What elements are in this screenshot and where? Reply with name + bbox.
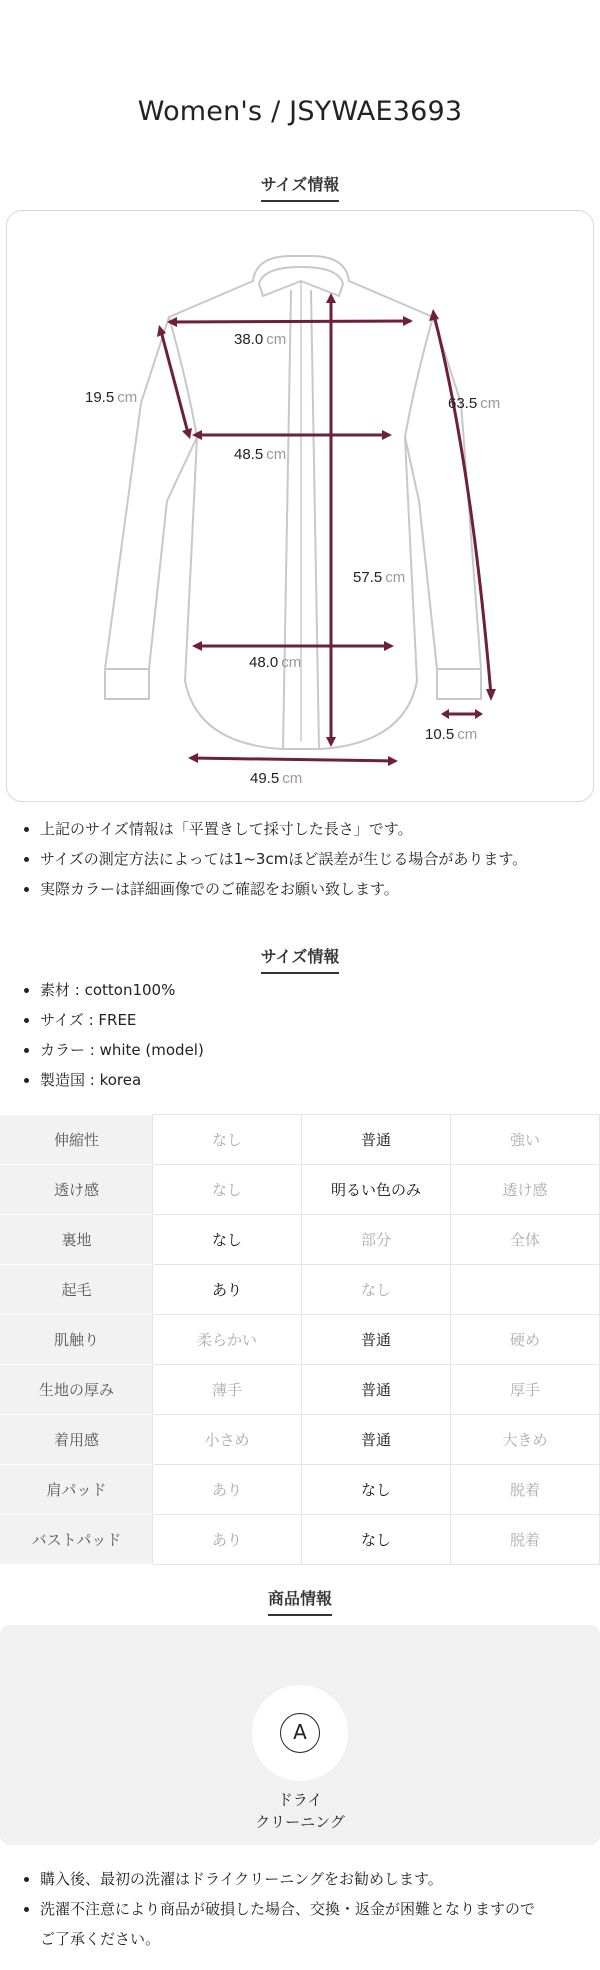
length-unit: cm	[385, 569, 406, 586]
attribute-option: 普通	[302, 1115, 451, 1165]
sleeve-unit: cm	[480, 395, 501, 412]
spec-info-heading: サイズ情報	[0, 944, 600, 974]
attribute-label: 起毛	[1, 1265, 153, 1315]
attribute-option: なし	[302, 1265, 451, 1315]
svg-text:57.5cm	[353, 569, 405, 586]
sleeve-value: 63.5	[448, 395, 478, 412]
shoulder-unit: cm	[266, 331, 287, 348]
list-item: 上記のサイズ情報は「平置きして採寸した長さ」です。	[22, 814, 582, 844]
armhole-value: 19.5	[85, 389, 115, 406]
table-row	[1, 1315, 600, 1365]
measure-lines	[157, 293, 496, 766]
attribute-option: 小さめ	[153, 1415, 302, 1465]
attribute-option: 部分	[302, 1215, 451, 1265]
table-row	[1, 1415, 600, 1465]
svg-text:48.0cm	[249, 654, 301, 671]
attribute-option: 薄手	[153, 1365, 302, 1415]
table-row	[1, 1365, 600, 1415]
attribute-option: あり	[153, 1265, 302, 1315]
table-row	[1, 1115, 600, 1165]
list-item: サイズ : FREE	[22, 1005, 582, 1035]
armhole-unit: cm	[117, 389, 138, 406]
care-label-line: ドライ	[277, 1791, 323, 1809]
hem-value: 49.5	[250, 770, 280, 787]
size-notes-list	[22, 814, 582, 904]
table-row	[1, 1465, 600, 1515]
attribute-option: なし	[153, 1215, 302, 1265]
attribute-option: 普通	[302, 1365, 451, 1415]
attribute-option: 大きめ	[451, 1415, 600, 1465]
list-item: サイズの測定方法によっては1~3cmほど誤差が生じる場合があります。	[22, 844, 582, 874]
attribute-option: 普通	[302, 1415, 451, 1465]
attribute-option: あり	[153, 1515, 302, 1565]
spec-list	[22, 975, 582, 1095]
attribute-option: 脱着	[451, 1515, 600, 1565]
care-label-line: クリーニング	[255, 1813, 345, 1831]
attribute-label: 伸縮性	[1, 1115, 153, 1165]
cuff-unit: cm	[457, 726, 478, 743]
svg-text:38.0cm	[234, 331, 286, 348]
attribute-option: 透け感	[451, 1165, 600, 1215]
table-row	[1, 1515, 600, 1565]
svg-text:19.5cm	[85, 389, 137, 406]
attribute-option: あり	[153, 1465, 302, 1515]
product-notes-list	[22, 1864, 582, 1954]
shirt-measurement-svg	[7, 211, 595, 803]
care-label	[0, 1789, 600, 1833]
size-info-heading: サイズ情報	[0, 172, 600, 202]
attribute-option	[451, 1265, 600, 1315]
svg-text:63.5cm	[448, 395, 500, 412]
attribute-option: 強い	[451, 1115, 600, 1165]
attribute-label: 透け感	[1, 1165, 153, 1215]
attribute-option: なし	[153, 1115, 302, 1165]
svg-text:10.5cm	[425, 726, 477, 743]
size-diagram	[6, 210, 594, 802]
list-item: 実際カラーは詳細画像でのご確認をお願い致します。	[22, 874, 582, 904]
table-row	[1, 1265, 600, 1315]
page-title: Women's / JSYWAE3693	[137, 96, 463, 127]
attribute-option: 脱着	[451, 1465, 600, 1515]
attribute-label: バストパッド	[1, 1515, 153, 1565]
attribute-table	[0, 1114, 600, 1565]
list-item: 素材 : cotton100%	[22, 975, 582, 1005]
attribute-option: 全体	[451, 1215, 600, 1265]
attribute-option: 厚手	[451, 1365, 600, 1415]
attribute-option: なし	[302, 1465, 451, 1515]
waist-value: 48.0	[249, 654, 279, 671]
product-info-heading: 商品情報	[0, 1586, 600, 1616]
care-icon-circle	[252, 1685, 348, 1781]
table-row	[1, 1215, 600, 1265]
chest-unit: cm	[266, 446, 287, 463]
attribute-option: なし	[302, 1515, 451, 1565]
attribute-option: なし	[153, 1165, 302, 1215]
attribute-option: 明るい色のみ	[302, 1165, 451, 1215]
length-value: 57.5	[353, 569, 383, 586]
care-box	[0, 1625, 600, 1845]
hem-unit: cm	[282, 770, 303, 787]
shoulder-value: 38.0	[234, 331, 264, 348]
attribute-label: 着用感	[1, 1415, 153, 1465]
attribute-option: 硬め	[451, 1315, 600, 1365]
table-row	[1, 1165, 600, 1215]
attribute-option: 普通	[302, 1315, 451, 1365]
waist-unit: cm	[281, 654, 302, 671]
list-item: 購入後、最初の洗濯はドライクリーニングをお勧めします。	[22, 1864, 582, 1894]
list-item-continuation: ご了承ください。	[40, 1930, 161, 1948]
svg-text:49.5cm	[250, 770, 302, 787]
attribute-option: 柔らかい	[153, 1315, 302, 1365]
attribute-label: 生地の厚み	[1, 1365, 153, 1415]
attribute-label: 裏地	[1, 1215, 153, 1265]
cuff-value: 10.5	[425, 726, 455, 743]
dry-clean-icon: A	[280, 1713, 320, 1753]
svg-text:48.5cm	[234, 446, 286, 463]
attribute-label: 肩パッド	[1, 1465, 153, 1515]
list-item: 洗濯不注意により商品が破損した場合、交換・返金が困難となりますので	[22, 1894, 582, 1924]
attribute-label: 肌触り	[1, 1315, 153, 1365]
chest-value: 48.5	[234, 446, 264, 463]
list-item: カラー : white (model)	[22, 1035, 582, 1065]
list-item: 製造国 : korea	[22, 1065, 582, 1095]
